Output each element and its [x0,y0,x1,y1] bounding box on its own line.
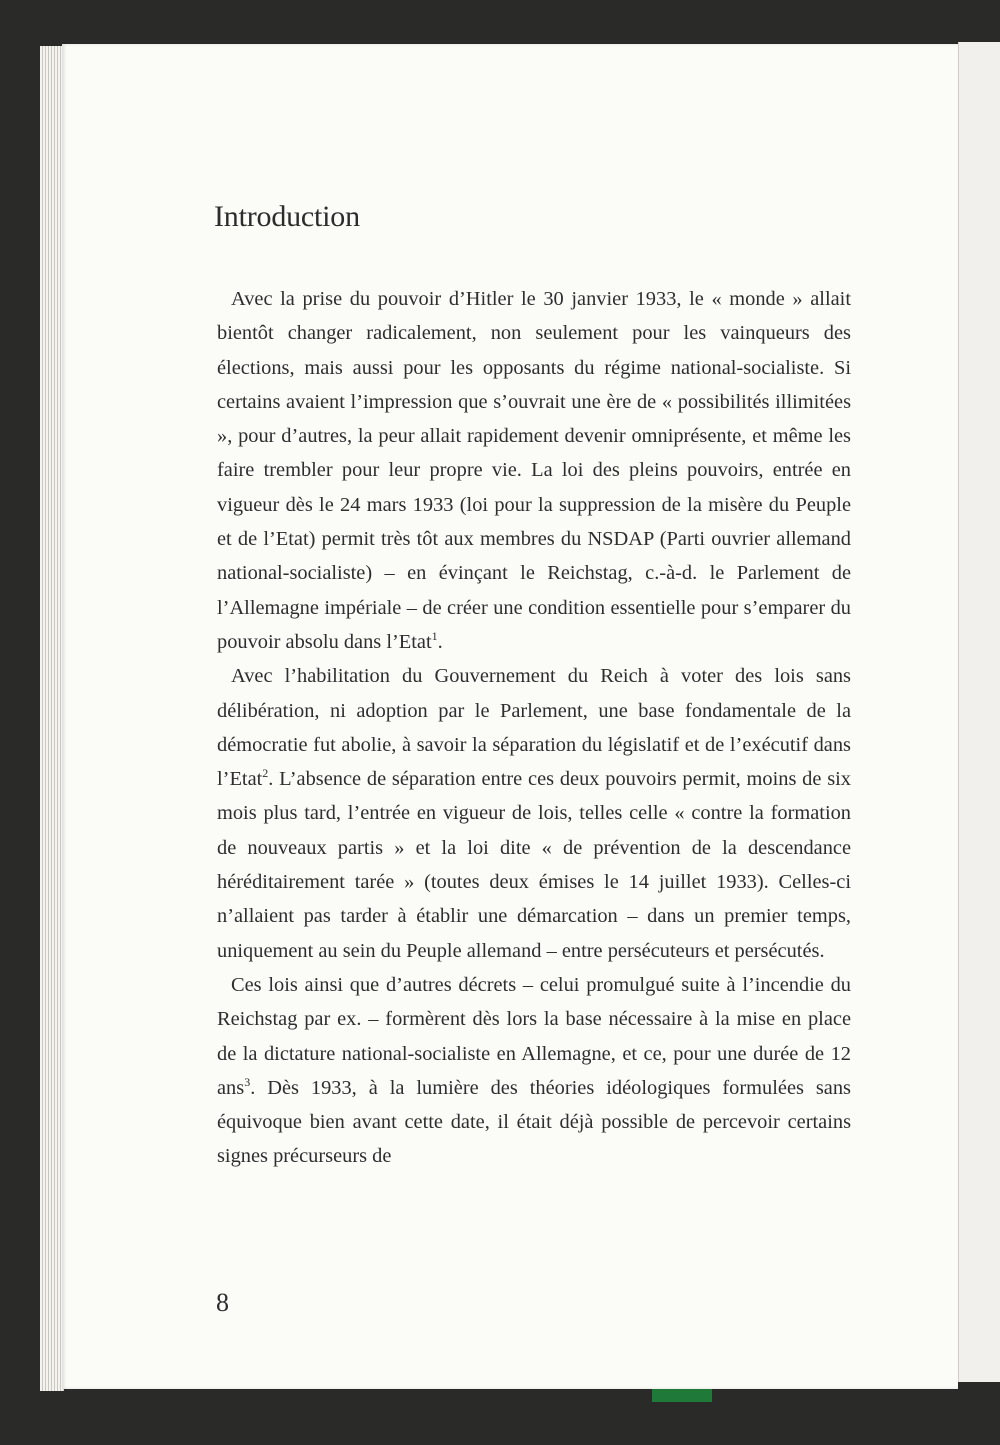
footnote-ref: 1 [431,628,438,643]
paragraph [217,659,851,968]
paragraph-text: . L’absence de séparation entre ces deux pouvoirs permit, moins de six mois plus tard, l’entrée en vigueur de lois, telles celle « contre la formation de nouveaux partis » et la loi dite « de prévention de la descendance héréditairement tarée » (toutes deux émises le 14 juillet 1933). Celles-ci n’allaient pas tarder à établir une démarcation – dans un premier temps, uniquement au sein du Peuple allemand – entre persécuteurs et persécutés. [217,768,851,962]
page-edges [40,46,64,1391]
footnote-ref: 3 [244,1074,251,1089]
paragraph-text: Ces lois ainsi que d’autres décrets – celui promulgué suite à l’incendie du Reichstag par ex. – formèrent dès lors la base nécessaire à la mise en place de la dictature national-socialiste en Allemagne, et ce, pour une durée de 12 ans [217,973,851,1099]
book-page [62,44,958,1389]
body-text [217,282,851,1174]
paragraph [217,968,851,1174]
paragraph [217,282,851,659]
page-number: 8 [216,1288,229,1317]
chapter-title: Introduction [214,200,360,233]
green-marker [652,1388,712,1402]
paragraph-text: . [437,630,443,653]
paragraph-text: . Dès 1933, à la lumière des théories idéologiques formulées sans équivoque bien avant cette date, il était déjà possible de percevoir certains signes précurseurs de [217,1076,851,1168]
paragraph-text: Avec l’habilitation du Gouvernement du Reich à voter des lois sans délibération, ni adoption par le Parlement, une base fondamentale de la démocratie fut abolie, à savoir la séparation du législatif et de l’exécutif dans l’Etat [217,665,851,791]
adjacent-page [958,42,1000,1382]
footnote-ref: 2 [262,766,269,781]
paragraph-text: Avec la prise du pouvoir d’Hitler le 30 janvier 1933, le « monde » allait bientôt changer radicalement, non seulement pour les vainqueurs des élections, mais aussi pour les opposants du régime national-socialiste. Si certains avaient l’impression que s’ouvrait une ère de « possibilités illimitées », pour d’autres, la peur allait rapidement devenir omniprésente, et même les faire trembler pour leur propre vie. La loi des pleins pouvoirs, entrée en vigueur dès le 24 mars 1933 (loi pour la suppression de la misère du Peuple et de l’Etat) permit très tôt aux membres du NSDAP (Parti ouvrier allemand national-socialiste) – en évinçant le Reichstag, c.-à-d. le Parlement de l’Allemagne impériale – de créer une condition essentielle pour s’emparer du pouvoir absolu dans l’Etat [217,288,851,653]
